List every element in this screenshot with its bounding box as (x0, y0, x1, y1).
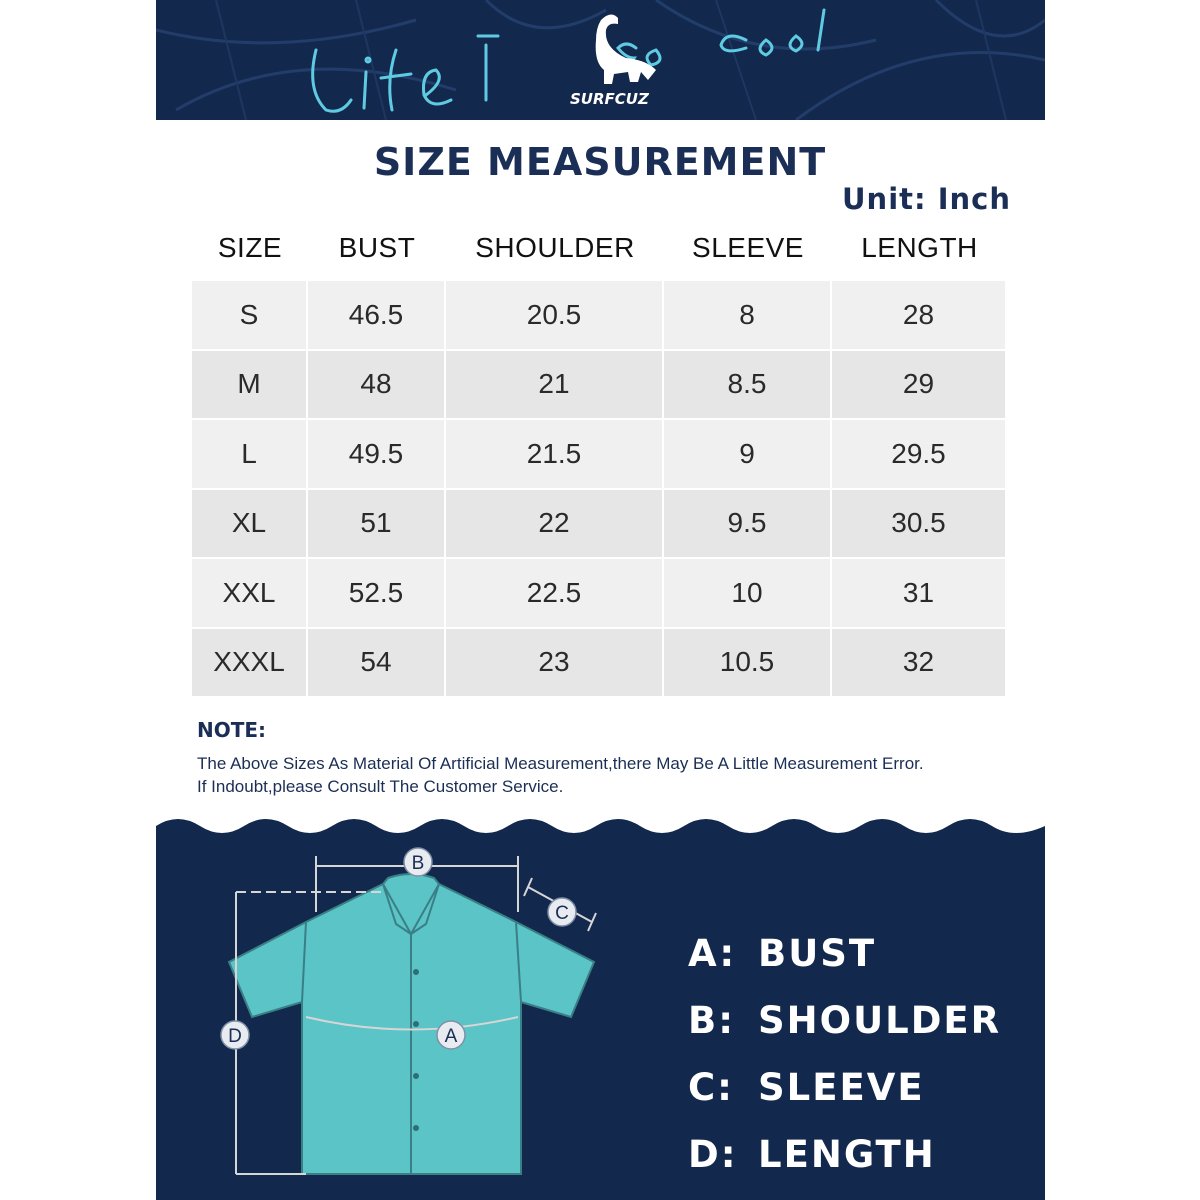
table-cell: XXXL (192, 629, 306, 697)
table-cell: 22.5 (446, 559, 662, 627)
svg-text:A: A (444, 1026, 458, 1047)
legend-letter: D: (688, 1133, 738, 1176)
header-length: LENGTH (861, 232, 978, 263)
size-table (192, 281, 1007, 698)
legend-length (688, 1133, 936, 1176)
table-cell: 8.5 (664, 351, 830, 419)
table-cell: 9.5 (664, 490, 830, 558)
svg-text:B: B (411, 853, 425, 874)
note-title: NOTE: (197, 718, 267, 742)
table-cell: 10.5 (664, 629, 830, 697)
legend-sleeve (688, 1066, 925, 1109)
table-cell: S (192, 281, 306, 349)
dinosaur-logo (596, 14, 656, 84)
marker-d (221, 1021, 249, 1049)
table-cell: 32 (832, 629, 1005, 697)
note-line-2: If Indoubt,please Consult The Customer Service. (197, 777, 564, 796)
legend-label: LENGTH (758, 1133, 936, 1176)
table-cell: XXL (192, 559, 306, 627)
table-cell: M (192, 351, 306, 419)
table-cell: L (192, 420, 306, 488)
table-cell: 8 (664, 281, 830, 349)
table-cell: 46.5 (308, 281, 444, 349)
table-cell: 22 (446, 490, 662, 558)
marker-a (437, 1021, 465, 1049)
header-size: SIZE (217, 232, 283, 263)
table-cell: 28 (832, 281, 1005, 349)
table-cell: 48 (308, 351, 444, 419)
svg-text:D: D (228, 1026, 242, 1047)
legend-bust (688, 932, 876, 975)
note-line-1: The Above Sizes As Material Of Artificial Measurement,there May Be A Little Measurement Error. (197, 754, 924, 773)
legend-letter: B: (688, 999, 735, 1042)
table-cell: 52.5 (308, 559, 444, 627)
legend-label: SHOULDER (758, 999, 1002, 1042)
table-cell: 30.5 (832, 490, 1005, 558)
svg-text:C: C (555, 903, 569, 924)
table-cell: 20.5 (446, 281, 662, 349)
legend-label: SLEEVE (758, 1066, 925, 1109)
header-shoulder: SHOULDER (475, 232, 635, 263)
legend-shoulder (688, 999, 1001, 1042)
legend-letter: C: (688, 1066, 734, 1109)
table-cell: 21.5 (446, 420, 662, 488)
legend-label: BUST (758, 932, 877, 975)
table-cell: 21 (446, 351, 662, 419)
marker-c (548, 898, 576, 926)
unit-label: Unit: Inch (842, 182, 1011, 216)
table-cell: XL (192, 490, 306, 558)
table-cell: 31 (832, 559, 1005, 627)
marker-b (404, 848, 432, 876)
table-cell: 51 (308, 490, 444, 558)
header-bust: BUST (338, 232, 416, 263)
header-sleeve: SLEEVE (692, 232, 804, 263)
table-cell: 49.5 (308, 420, 444, 488)
legend-letter: A: (688, 932, 737, 975)
table-cell: 29 (832, 351, 1005, 419)
table-cell: 29.5 (832, 420, 1005, 488)
table-cell: 10 (664, 559, 830, 627)
table-cell: 23 (446, 629, 662, 697)
page-title: SIZE MEASUREMENT (373, 140, 827, 184)
banner-art (156, 0, 1045, 120)
brand-banner (156, 0, 1045, 120)
brand-wordmark: SURFCUZ (570, 90, 649, 108)
table-cell: 54 (308, 629, 444, 697)
table-cell: 9 (664, 420, 830, 488)
